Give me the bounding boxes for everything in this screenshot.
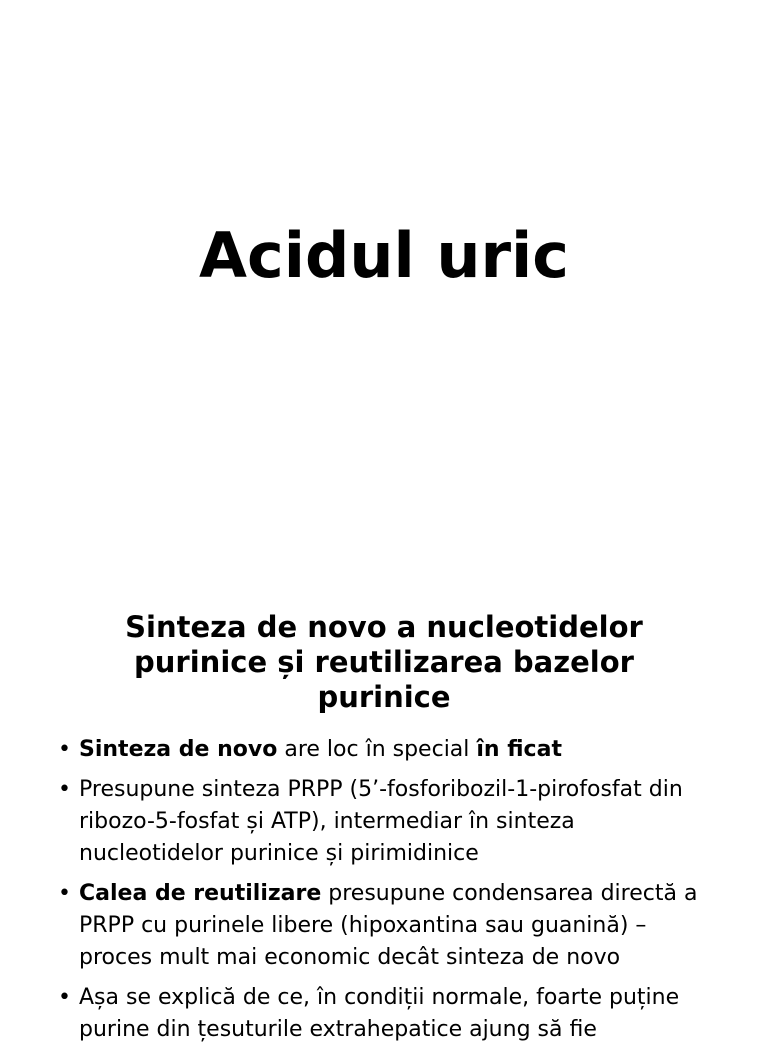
bullet-3-text: presupune condensarea directă a PRPP cu purinele libere (hipoxantina sau guanină) – proces mult mai economic decât sinteza de novo [79,881,698,970]
bullet-icon: • [58,881,71,906]
bullet-1-text: are loc în special [277,737,477,762]
bullet-1-bold-location: în ficat [476,737,562,762]
bullet-2-text: Presupune sinteza PRPP (5’-fosforibozil-1-pirofosfat din ribozo-5-fosfat și ATP), intermediar în sinteza nucleotidelor purinice și pirimidinice [79,777,683,866]
slide-heading [40,610,728,715]
heading-line-1: Sinteza de novo a nucleotidelor [125,610,643,644]
bullet-item-4 [58,982,718,1046]
bullet-icon: • [58,737,71,762]
heading-line-3: purinice [317,680,451,714]
bullet-1-bold-term: Sinteza de novo [79,737,278,762]
heading-line-2: purinice și reutilizarea bazelor [134,645,634,679]
content-slide [0,576,768,1042]
bullet-3-bold-term: Calea de reutilizare [79,881,322,906]
slide-title: Acidul uric [198,219,570,292]
bullet-item-1 [58,734,718,766]
bullet-4-text: Așa se explică de ce, în condiții normale, foarte puține purine din țesuturile extrahepatice ajung să fie [79,985,680,1042]
bullet-icon: • [58,985,71,1010]
bullet-list [58,734,718,1054]
bullet-item-3 [58,878,718,974]
bullet-icon: • [58,777,71,802]
bullet-item-2 [58,774,718,870]
